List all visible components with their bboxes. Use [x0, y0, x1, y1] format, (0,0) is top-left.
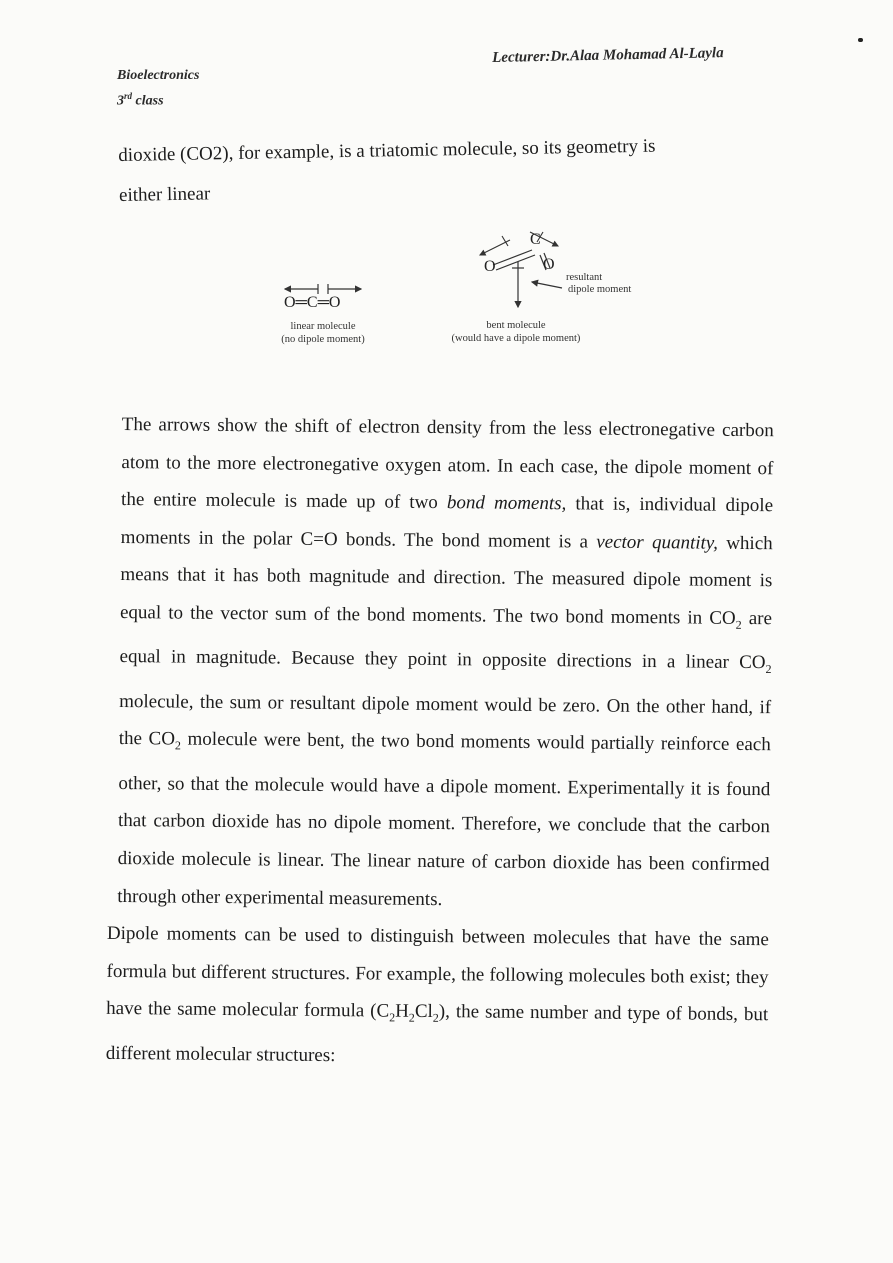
p1-sub-1: 2 [735, 617, 742, 632]
intro-line-2: either linear [118, 183, 211, 206]
p1-sub-3: 2 [174, 738, 181, 753]
linear-formula: O═C═O [284, 294, 341, 311]
p1-text-4: are equal in magnitude. Because they point in opposite directions in a linear CO [119, 607, 773, 674]
class-word: class [135, 93, 164, 109]
intro-text [118, 124, 779, 216]
lecturer-header: Lecturer:Dr.Alaa Mohamad Al-Layla [492, 45, 724, 66]
bent-molecule-bonds [493, 250, 550, 270]
linear-bond-arrows [285, 284, 361, 294]
class-label [117, 86, 199, 112]
p2-text-3: Cl [414, 1001, 433, 1023]
p1-text-1: The arrows show the shift of electron density from the less electronegative carbon atom to the more electronegative oxygen atom. In each case, the dipole moment of the entire molecule is made up of two [120, 413, 774, 514]
body-text [105, 406, 774, 1079]
resultant-label-line-2: dipole moment [568, 284, 632, 295]
class-number: 3 [117, 93, 124, 109]
p1-text-2: that is, individual dipole moments in the polar C=O bonds. The bond moment is a [120, 493, 774, 553]
linear-caption-line-2: (no dipole moment) [281, 334, 365, 345]
resultant-label-line-1: resultant [566, 272, 603, 283]
p1-text-6: molecule were bent, the two bond moments would partially reinforce each other, so that the molecule would have a dipole moment. Experimentally it is found that carbon dioxide has no dipole moment. Therefore, we conclude that the carbon dioxide molecule is linear. The linear nature of carbon dioxide has been confirmed through other experimental measurements. [117, 728, 771, 910]
p2-sub-3: 2 [432, 1011, 439, 1026]
p2-sub-2: 2 [408, 1010, 415, 1025]
course-title: Bioelectronics [117, 68, 200, 83]
p1-italic-vector-quantity: vector quantity, [596, 531, 719, 554]
co2-dipole-figure [240, 210, 660, 360]
paragraph-dipole-explanation [117, 406, 774, 921]
bent-oxygen-left: O [484, 258, 496, 275]
scan-speck [858, 38, 863, 42]
bent-bond-arrows [480, 232, 558, 255]
linear-caption [258, 320, 388, 346]
linear-caption-line-1: linear molecule [290, 321, 356, 332]
p1-text-5: molecule, the sum or resultant dipole moment would be zero. On the other hand, if the CO [118, 690, 772, 750]
intro-line-1: dioxide (CO2), for example, is a triatomic molecule, so its geometry is [118, 135, 656, 166]
bent-caption-line-1: bent molecule [486, 320, 546, 331]
class-ordinal: rd [124, 91, 133, 101]
resultant-label [566, 272, 631, 296]
p1-sub-2: 2 [765, 662, 772, 677]
bent-caption-line-2: (would have a dipole moment) [451, 333, 581, 344]
p2-text-4: ), the same number and type of bonds, but different molecular structures: [105, 1001, 769, 1066]
bent-caption [426, 319, 606, 345]
course-header [117, 66, 199, 112]
p2-sub-1: 2 [389, 1010, 396, 1025]
p1-italic-bond-moments: bond moments, [446, 492, 567, 515]
p2-text-1: Dipole moments can be used to distinguish between molecules that have the same formula but different structures. For example, the following molecules both exist; they have the same molecular formula (C [106, 922, 770, 1022]
p2-text-2: H [395, 1000, 410, 1023]
bent-oxygen-right: O [543, 256, 555, 273]
paragraph-distinguish-structures [106, 915, 769, 1079]
p1-text-3: which means that it has both magnitude and direction. The measured dipole moment is equal to the vector sum of the bond moments. The two bond moments in CO [119, 532, 773, 629]
bent-carbon-atom: C [530, 231, 541, 248]
